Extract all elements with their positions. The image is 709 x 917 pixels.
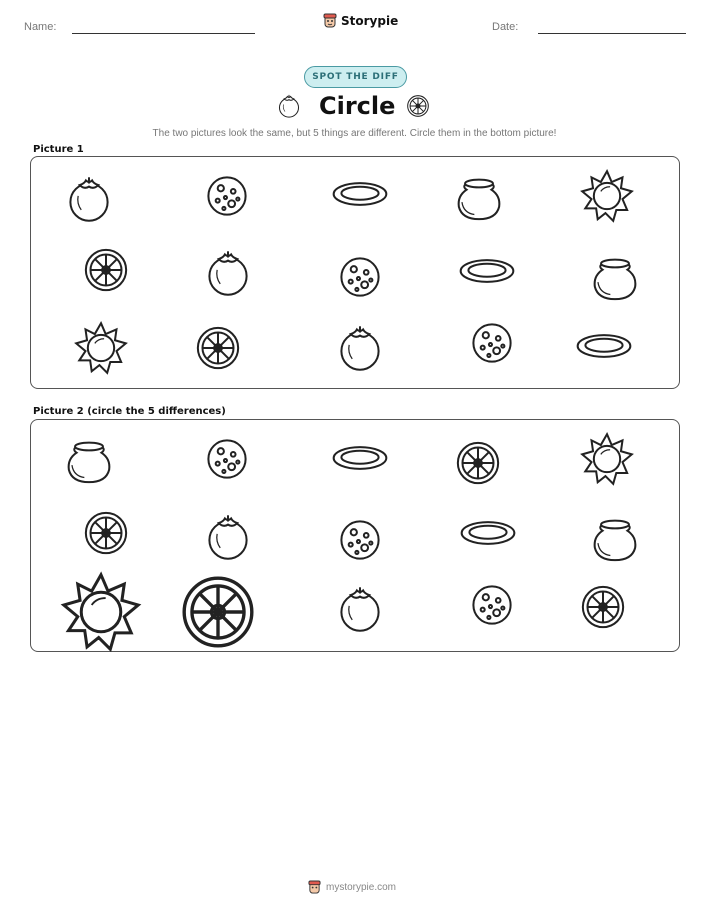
plate-icon: [578, 335, 631, 357]
footer: [308, 880, 396, 895]
wheel-icon: [198, 328, 238, 368]
wheel-icon: [86, 250, 126, 290]
moon-icon: [341, 258, 378, 295]
pot-icon: [595, 260, 636, 300]
sun-icon: [76, 323, 126, 373]
sun-icon: [582, 171, 632, 221]
page-title: Circle: [319, 92, 396, 120]
tomato-icon: [70, 177, 107, 220]
plate-icon: [334, 183, 387, 205]
moon-icon: [208, 177, 245, 214]
spot-the-diff-badge: SPOT THE DIFF: [304, 66, 407, 88]
brand-name: Storypie: [341, 14, 399, 28]
picture2-label: Picture 2 (circle the 5 differences): [33, 406, 226, 417]
storypie-mascot-icon: [308, 880, 321, 895]
date-label: Date:: [492, 21, 519, 33]
tomato-icon: [209, 251, 246, 294]
picture2-panel[interactable]: [30, 419, 680, 652]
name-label: Name:: [24, 21, 57, 33]
pot-icon: [459, 180, 500, 220]
tomato-icon: [341, 326, 378, 369]
instructions: The two pictures look the same, but 5 things are different. Circle them in the bottom picture!: [152, 128, 557, 139]
picture1-label: Picture 1: [33, 144, 84, 155]
plate-icon: [461, 260, 514, 282]
moon-icon: [473, 324, 510, 361]
footer-site: mystorypie.com: [326, 882, 397, 893]
